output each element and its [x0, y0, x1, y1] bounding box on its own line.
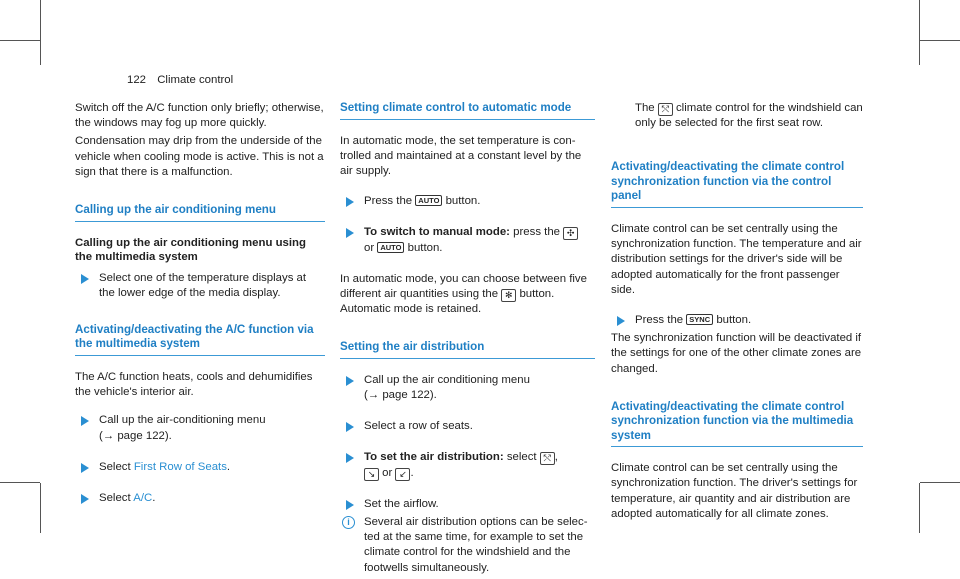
column-1 [75, 101, 325, 522]
section-heading: Activating/deactivating the climate control synchronization function via the multimedia system [611, 400, 863, 448]
step-text: Select one of the temperature displays at the lower edge of the media display. [99, 271, 307, 299]
crop-mark [40, 483, 41, 533]
manual-fan-icon: ✣ [563, 227, 578, 240]
step-arrow-icon [346, 228, 354, 238]
step-arrow-icon [346, 376, 354, 386]
step-text: select [506, 451, 537, 464]
fan-speed-icon: ✻ [501, 289, 516, 302]
step-text: button. [407, 241, 443, 254]
step-bold-text: To set the air distribution: [364, 451, 504, 464]
step-text: Call up the air-conditioning menu [99, 414, 266, 427]
paragraph: Condensation may drip from the underside of the vehicle when cooling mode is active. This is not a sign that there is a malfunction. [75, 135, 324, 178]
step-arrow-icon [346, 453, 354, 463]
step-arrow-icon [81, 274, 89, 284]
step-item [340, 419, 595, 434]
step-item: Select A/C. [75, 491, 325, 506]
sync-key-icon: SYNC [686, 314, 713, 325]
section-heading: Calling up the air conditioning menu [75, 203, 325, 222]
paragraph [611, 101, 863, 131]
paragraph: In automatic mode, the set temperature is controlled and maintained at a constant level by the air supply. [340, 134, 582, 177]
page-header [127, 73, 233, 88]
note-text: Several air distribution options can be selected at the same time, for example to set the climate control for the windshield and the footwells simultaneously. [364, 516, 588, 574]
step-text: Press the [635, 313, 684, 326]
step-arrow-icon [346, 500, 354, 510]
text: In automatic mode, you can choose between five different air quantities using the [340, 272, 587, 300]
paragraph: Climate control can be set centrally using the synchronization function. The temperature and air distribution settings for the driver's side will be adopted automatically for the front passenger side. [611, 222, 862, 296]
step-text: Select a row of seats. [364, 420, 473, 433]
crop-mark [0, 40, 40, 41]
footwell-airflow-icon: ↙ [395, 468, 410, 481]
page-reference[interactable]: (→ page 122). [364, 389, 437, 402]
column-2 [340, 101, 595, 579]
crop-mark [0, 482, 40, 483]
step-text: or [382, 466, 393, 479]
step-item [75, 271, 325, 301]
step-item [340, 194, 595, 209]
step-arrow-icon [81, 494, 89, 504]
crop-mark [40, 0, 41, 65]
step-text: button. [716, 313, 752, 326]
step-item: To set the air distribution: select ⤲ , ↘ or ↙ . [340, 450, 595, 480]
info-icon: i [342, 516, 355, 529]
section-heading: Setting climate control to automatic mode [340, 101, 595, 120]
step-item [340, 225, 595, 255]
auto-key-icon: AUTO [377, 242, 404, 253]
crop-mark [920, 40, 960, 41]
paragraph: The A/C function heats, cools and dehumidifies the vehicle's interior air. [75, 370, 313, 399]
crop-mark [919, 0, 920, 65]
section-heading: Activating/deactivating the A/C function via the multimedia system [75, 323, 325, 356]
step-text: Press the [364, 195, 413, 208]
step-arrow-icon [346, 422, 354, 432]
upper-airflow-icon: ↘ [364, 468, 379, 481]
step-item [75, 413, 325, 443]
section-heading: Activating/deactivating the climate control synchronization function via the control panel [611, 160, 863, 208]
section-title: Climate control [157, 74, 234, 86]
subsection-heading: Calling up the air conditioning menu using the multimedia system [75, 236, 306, 264]
windshield-airflow-icon: ⤲ [658, 103, 673, 116]
menu-item-first-row-of-seats: First Row of Seats [133, 460, 227, 473]
paragraph: Switch off the A/C function only briefly; otherwise, the windows may fog up more quickly. [75, 102, 324, 130]
paragraph: Climate control can be set centrally using the synchronization function. The driver's settings for temperature, air quantity and air distribution are adopted automatically for all climate zones. [611, 462, 858, 520]
step-arrow-icon [346, 197, 354, 207]
crop-mark [919, 483, 920, 533]
step-item: Select First Row of Seats. [75, 460, 325, 475]
step-item [611, 313, 863, 328]
text: button. Automatic mode is retained. [340, 287, 555, 316]
auto-key-icon: AUTO [415, 195, 442, 206]
text: The [635, 102, 655, 114]
menu-item-ac: A/C [133, 491, 153, 504]
step-text: Select [99, 491, 131, 504]
step-text: press the [513, 226, 561, 239]
paragraph [340, 272, 595, 318]
page-reference[interactable]: (→ page 122). [99, 429, 172, 442]
step-arrow-icon [81, 463, 89, 473]
crop-mark [920, 482, 960, 483]
section-heading: Setting the air distribution [340, 340, 595, 359]
column-3 [611, 101, 863, 525]
info-note [340, 515, 595, 576]
step-text: button. [445, 195, 481, 208]
step-arrow-icon [81, 416, 89, 426]
page-number: 122 [127, 74, 147, 86]
text: climate control for the windshield can only be selected for the first seat row. [635, 102, 863, 130]
paragraph: The synchronization function will be deactivated if the settings for one of the other climate zones are changed. [611, 332, 862, 375]
step-text: or [364, 241, 375, 254]
windshield-airflow-icon: ⤲ [540, 452, 555, 465]
step-bold-text: To switch to manual mode: [364, 226, 510, 239]
step-text: Call up the air conditioning menu [364, 373, 530, 386]
step-text: Set the airflow. [364, 497, 439, 510]
step-item [340, 373, 595, 403]
step-arrow-icon [617, 316, 625, 326]
step-text: Select [99, 460, 131, 473]
step-item [340, 497, 595, 512]
